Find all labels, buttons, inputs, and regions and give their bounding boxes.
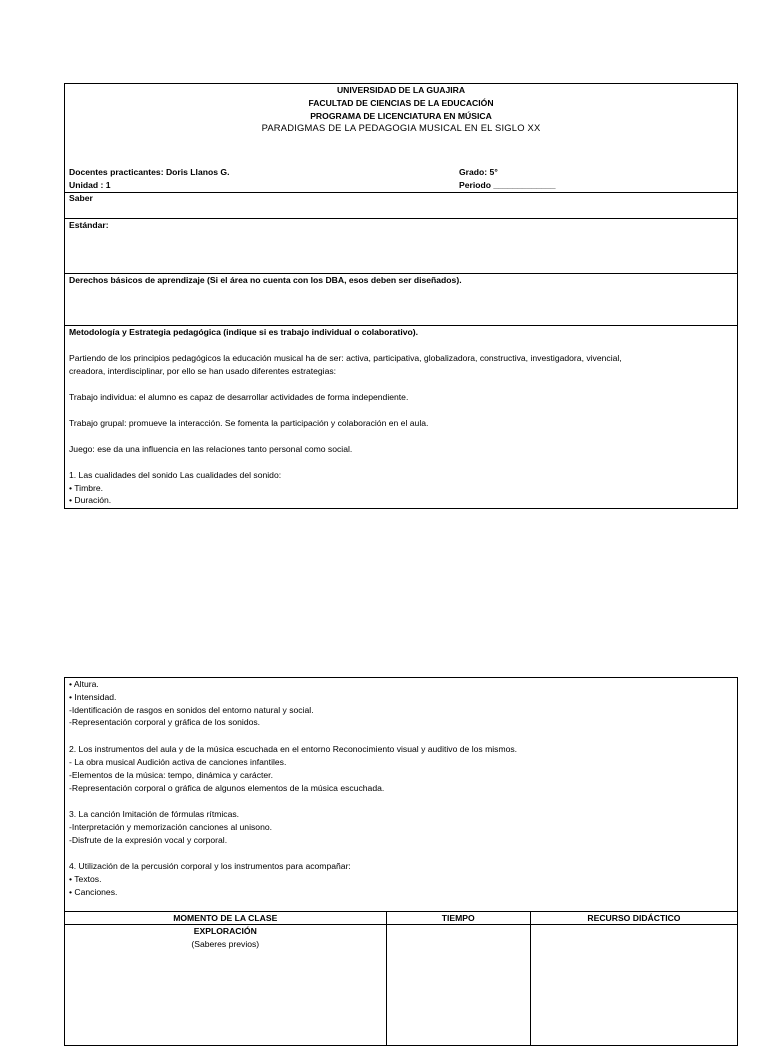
methodology-line: 1. Las cualidades del sonido Las cualidades del sonido: [69, 470, 282, 480]
methodology-line: Trabajo grupal: promueve la interacción. Se fomenta la participación y colaboración en el aula. [69, 418, 429, 428]
content-line: • Intensidad. [69, 692, 117, 702]
methodology-line: Juego: ese da una influencia en las relaciones tanto personal como social. [69, 444, 353, 454]
table-header-row [65, 912, 738, 925]
methodology-line: Trabajo individua: el alumno es capaz de desarrollar actividades de forma independiente. [69, 392, 409, 402]
lesson-plan-form-page-2 [64, 677, 738, 1037]
period-field: Periodo _____________ [459, 180, 556, 190]
content-line: - La obra musical Audición activa de canciones infantiles. [69, 757, 287, 767]
university-name: UNIVERSIDAD DE LA GUAJIRA [336, 85, 466, 95]
content-line: -Identificación de rasgos en sonidos del entorno natural y social. [69, 705, 314, 715]
time-cell[interactable] [386, 925, 530, 1046]
column-header-resource: RECURSO DIDÁCTICO [530, 912, 737, 925]
class-moments-table [64, 911, 738, 1046]
column-header-time: TIEMPO [386, 912, 530, 925]
unit-field: Unidad : 1 [69, 180, 111, 190]
methodology-line: • Duración. [69, 495, 112, 505]
content-line: • Altura. [69, 679, 99, 689]
content-line: -Disfrute de la expresión vocal y corporal. [69, 835, 228, 845]
resource-cell[interactable] [530, 925, 737, 1046]
moment-cell [65, 925, 387, 1046]
dba-label: Derechos básicos de aprendizaje (Si el área no cuenta con los DBA, esos deben ser diseñados). [69, 275, 462, 285]
dba-section [65, 273, 737, 325]
content-line: -Representación corporal o gráfica de algunos elementos de la música escuchada. [69, 783, 385, 793]
program-name: PROGRAMA DE LICENCIATURA EN MÚSICA [310, 111, 492, 121]
lesson-plan-form-page-1 [64, 83, 738, 509]
methodology-line: • Timbre. [69, 483, 104, 493]
content-line: -Interpretación y memorización canciones al unisono. [69, 822, 273, 832]
content-line: 3. La canción Imitación de fórmulas rítmicas. [69, 809, 240, 819]
estandar-section [65, 218, 737, 273]
content-line: 2. Los instrumentos del aula y de la música escuchada en el entorno Reconocimiento visual y auditivo de los mismos. [69, 744, 518, 754]
metodologia-section [65, 325, 737, 509]
metodologia-label: Metodología y Estrategia pedagógica (indique si es trabajo individual o colaborativo). [69, 327, 419, 337]
table-row [65, 925, 738, 1046]
estandar-label: Estándar: [69, 220, 109, 230]
grade-field: Grado: 5° [459, 167, 498, 177]
content-line: • Canciones. [69, 887, 118, 897]
faculty-name: FACULTAD DE CIENCIAS DE LA EDUCACIÓN [308, 98, 494, 108]
saber-label: Saber [69, 193, 93, 203]
methodology-line: creadora, interdisciplinar, por ello se han usado diferentes estrategias: [69, 366, 337, 376]
content-line: -Elementos de la música: tempo, dinámica y carácter. [69, 770, 273, 780]
saber-section [65, 192, 737, 218]
exploration-subtitle: (Saberes previos) [191, 939, 260, 949]
teachers-field: Docentes practicantes: Doris Llanos G. [69, 167, 230, 177]
exploration-title: EXPLORACIÓN [193, 926, 257, 936]
content-line: 4. Utilización de la percusión corporal y los instrumentos para acompañar: [69, 861, 351, 871]
methodology-line: Partiendo de los principios pedagógicos la educación musical ha de ser: activa, participativa, globalizadora, constructiva, investigadora, vivencial, [69, 353, 622, 363]
course-name: PARADIGMAS DE LA PEDAGOGIA MUSICAL EN EL SIGLO XX [261, 122, 541, 133]
content-line: • Textos. [69, 874, 102, 884]
content-line: -Representación corporal y gráfica de los sonidos. [69, 717, 261, 727]
column-header-moment: MOMENTO DE LA CLASE [65, 912, 387, 925]
